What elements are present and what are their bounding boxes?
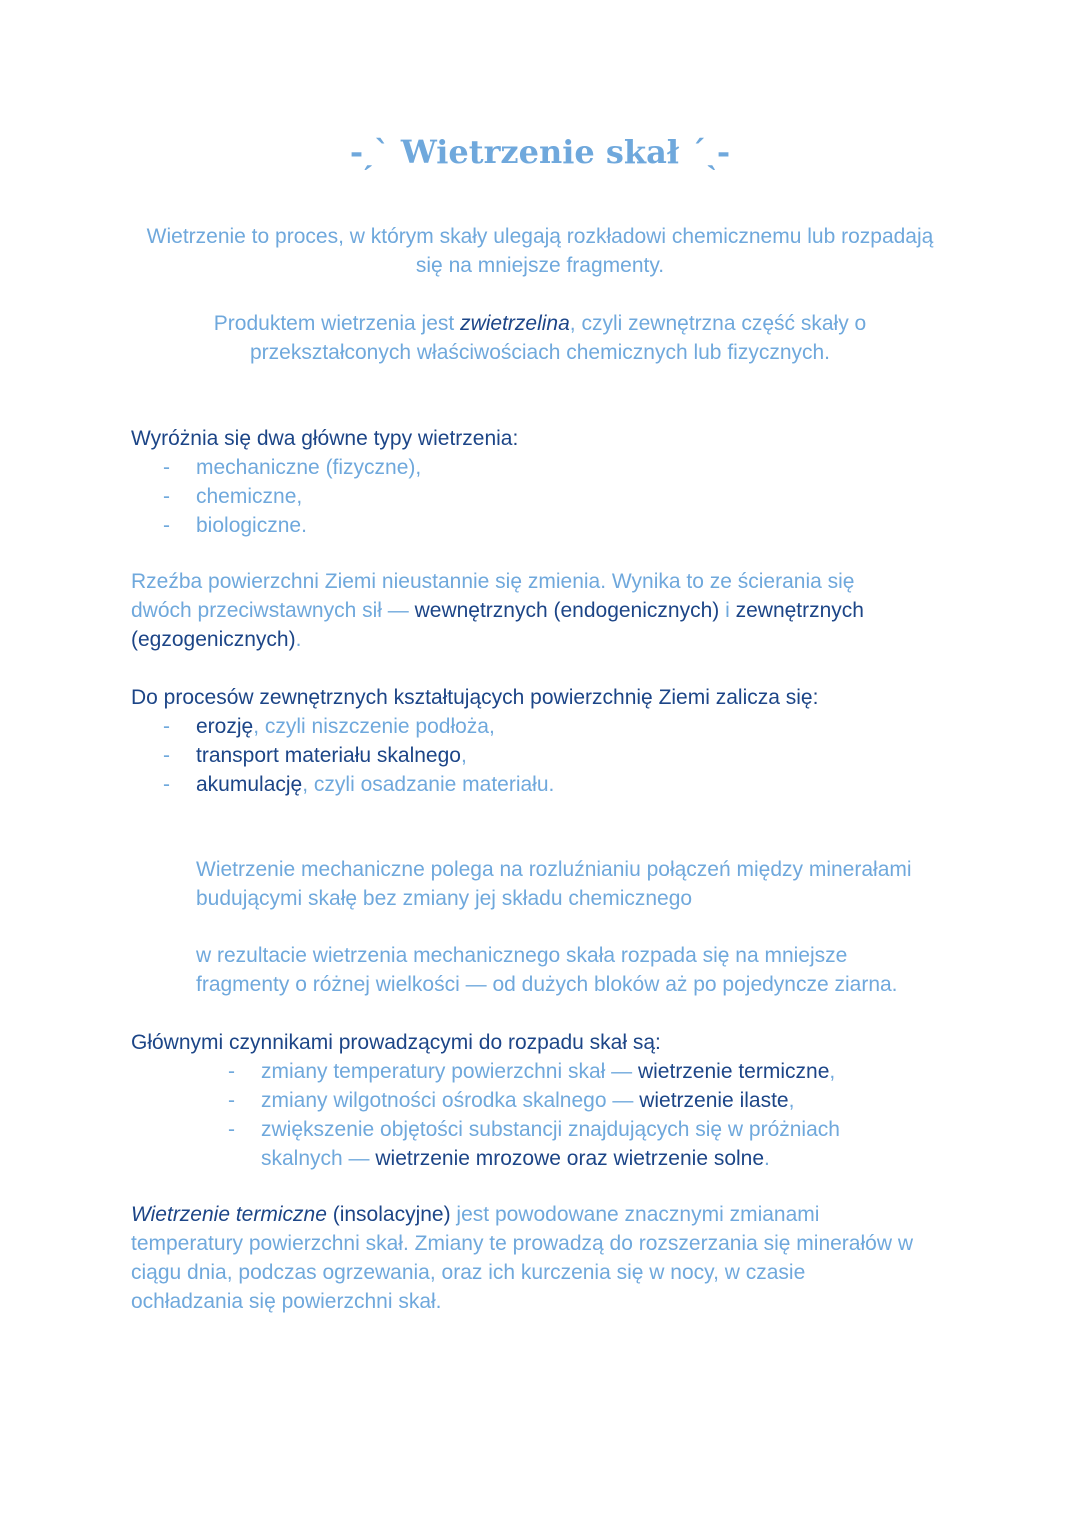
term-zwietrzelina: zwietrzelina — [460, 312, 570, 335]
factors-list — [131, 1057, 961, 1173]
factors-section — [131, 1028, 961, 1173]
processes-list — [131, 712, 961, 799]
list-item: - akumulację, czyli osadzanie materiału. — [163, 773, 555, 796]
factors-heading: Głównymi czynnikami prowadzącymi do rozpadu skał są: — [131, 1031, 661, 1054]
list-item: - chemiczne, — [163, 485, 303, 508]
page-title: -ˏˋ Wietrzenie skał ˊˎ- — [349, 133, 731, 171]
types-heading: Wyróżnia się dwa główne typy wietrzenia: — [131, 427, 519, 450]
list-item: - mechaniczne (fizyczne), — [163, 456, 422, 479]
list-item: - erozję, czyli niszczenie podłoża, — [163, 715, 495, 738]
thermal-paragraph: Wietrzenie termiczne (insolacyjne) jest powodowane znacznymi zmianami temperatury powierzchni skał. Zmiany te prowadzą do rozszerzania się minerałów w ciągu dnia, podczas ogrzewania, oraz ich kurczenia się w nocy, w czasie ochładzania się powierzchni skał. — [131, 1203, 913, 1313]
mechanical-paragraph-1: Wietrzenie mechaniczne polega na rozluźnianiu połączeń między minerałami budującymi skałę bez zmiany jej składu chemicznego — [196, 858, 912, 910]
product-paragraph: Produktem wietrzenia jest zwietrzelina, czyli zewnętrzna część skały o przekształconych właściwościach chemicznych lub fizycznych. — [213, 312, 867, 364]
list-item: - biologiczne. — [163, 514, 307, 537]
mechanical-paragraph-2: w rezultacie wietrzenia mechanicznego skała rozpada się na mniejsze fragmenty o różnej wielkości — od dużych bloków aż po pojedyncze ziarna. — [196, 944, 898, 996]
processes-heading: Do procesów zewnętrznych kształtujących powierzchnię Ziemi zalicza się: — [131, 686, 819, 709]
relief-paragraph: Rzeźba powierzchni Ziemi nieustannie się zmienia. Wynika to ze ścierania się dwóch przeciwstawnych sił — wewnętrznych (endogenicznych) i zewnętrznych (egzogenicznych). — [131, 570, 864, 651]
intro-paragraph: Wietrzenie to proces, w którym skały ulegają rozkładowi chemicznemu lub rozpadają się na mniejsze fragmenty. — [146, 225, 934, 277]
list-item: - zmiany wilgotności ośrodka skalnego — wietrzenie ilaste, — [228, 1089, 795, 1112]
list-item: - zmiany temperatury powierzchni skał — wietrzenie termiczne, — [228, 1060, 836, 1083]
list-item: - transport materiału skalnego, — [163, 744, 467, 767]
term-wietrzenie-termiczne: Wietrzenie termiczne — [131, 1203, 327, 1226]
types-list — [131, 453, 961, 540]
types-section — [131, 424, 961, 540]
list-item: - zwiększenie objętości substancji znajdujących się w próżniach skalnych — wietrzenie mrozowe oraz wietrzenie solne. — [228, 1118, 840, 1170]
processes-section — [131, 683, 961, 799]
